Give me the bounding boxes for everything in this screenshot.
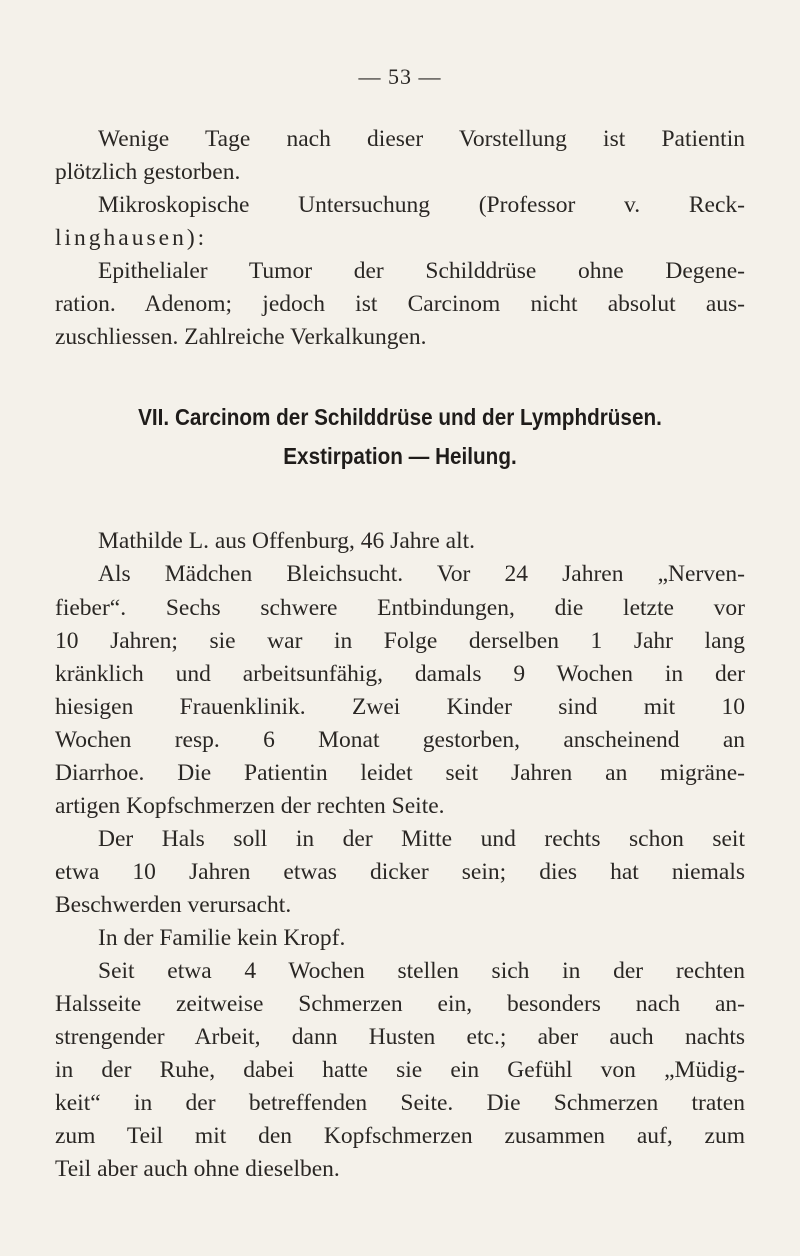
text-line: Wenige Tage nach dieser Vorstellung ist Patientin	[98, 126, 745, 152]
text-line: Seit etwa 4 Wochen stellen sich in der rechten	[98, 958, 745, 984]
text-line: Epithelialer Tumor der Schilddrüse ohne Degene-	[98, 258, 745, 284]
section-title: VII. Carcinom der Schilddrüse und der Lymphdrüsen.	[138, 404, 662, 430]
text-line: Der Hals soll in der Mitte und rechts schon seit	[98, 826, 745, 852]
text-line: etwa 10 Jahren etwas dicker sein; dies hat niemals	[55, 859, 745, 885]
section-subtitle: Exstirpation — Heilung.	[283, 443, 517, 469]
text-line: Halsseite zeitweise Schmerzen ein, besonders nach an-	[55, 991, 745, 1017]
text-line: In der Familie kein Kropf.	[98, 925, 346, 951]
text-line: Beschwerden verursacht.	[55, 892, 292, 918]
text-line: zum Teil mit den Kopfschmerzen zusammen auf, zum	[55, 1123, 745, 1149]
text-line: zuschliessen. Zahlreiche Verkalkungen.	[55, 324, 427, 350]
text-line: plötzlich gestorben.	[55, 159, 241, 185]
text-line: in der Ruhe, dabei hatte sie ein Gefühl von „Müdig-	[55, 1057, 745, 1083]
text-line: hiesigen Frauenklinik. Zwei Kinder sind mit 10	[55, 694, 745, 720]
text-line: kränklich und arbeitsunfähig, damals 9 Wochen in der	[55, 661, 745, 687]
text-line: keit“ in der betreffenden Seite. Die Schmerzen traten	[55, 1090, 745, 1116]
page-number: — 53 —	[358, 64, 442, 89]
text-line: Diarrhoe. Die Patientin leidet seit Jahren an migräne-	[55, 760, 745, 786]
text-line: artigen Kopfschmerzen der rechten Seite.	[55, 793, 445, 819]
text-line: fieber“. Sechs schwere Entbindungen, die letzte vor	[55, 595, 745, 621]
text-line: Teil aber auch ohne dieselben.	[55, 1156, 340, 1182]
text-line: Als Mädchen Bleichsucht. Vor 24 Jahren „Nerven-	[98, 561, 745, 587]
text-line: 10 Jahren; sie war in Folge derselben 1 Jahr lang	[55, 628, 745, 654]
text-line: Wochen resp. 6 Monat gestorben, anscheinend an	[55, 727, 745, 753]
text-line: Mathilde L. aus Offenburg, 46 Jahre alt.	[98, 528, 475, 554]
text-line: Mikroskopische Untersuchung (Professor v. Reck-	[98, 192, 745, 218]
text-line: ration. Adenom; jedoch ist Carcinom nicht absolut aus-	[55, 291, 745, 317]
text-line: strengender Arbeit, dann Husten etc.; aber auch nachts	[55, 1024, 745, 1050]
text-line: linghausen):	[55, 225, 208, 251]
